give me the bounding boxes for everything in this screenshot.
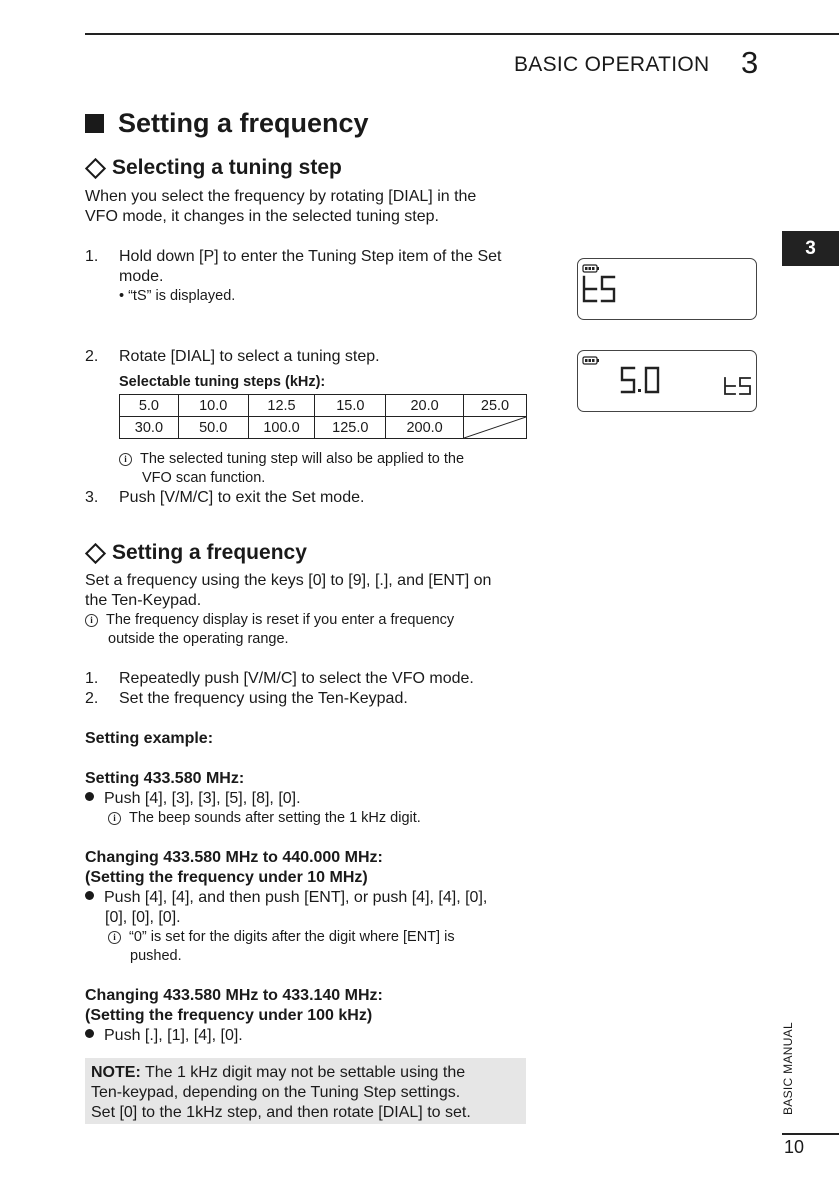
example2-title-line1: Changing 433.580 MHz to 440.000 MHz: xyxy=(85,849,383,866)
table-cell: 20.0 xyxy=(386,395,464,417)
step-number: 1. xyxy=(85,670,99,687)
section-title: BASIC OPERATION xyxy=(514,53,710,76)
tuning-intro-line2: VFO mode, it changes in the selected tuning step. xyxy=(85,208,439,225)
tuning-step-1 xyxy=(85,247,535,287)
freq-note-line1: The frequency display is reset if you enter a frequency xyxy=(106,612,455,628)
empty-cell xyxy=(463,417,526,439)
example1-note xyxy=(108,809,421,828)
table-cell: 12.5 xyxy=(248,395,315,417)
step-text: Repeatedly push [V/M/C] to select the VFO mode. xyxy=(119,670,474,687)
step-number: 1. xyxy=(85,248,99,265)
freq-intro-line2: the Ten-Keypad. xyxy=(85,592,202,609)
table-cell: 50.0 xyxy=(178,417,248,439)
step-number: 2. xyxy=(85,690,99,707)
tuning-step-heading xyxy=(85,156,342,180)
chapter-number: 3 xyxy=(741,45,759,80)
step-text-cont: mode. xyxy=(119,268,164,285)
square-bullet-icon xyxy=(85,114,104,133)
table-cell: 15.0 xyxy=(315,395,386,417)
chapter-tab: 3 xyxy=(782,231,839,266)
step-text: Set the frequency using the Ten-Keypad. xyxy=(119,690,408,707)
example2-bullet xyxy=(85,888,487,908)
manual-label: BASIC MANUAL xyxy=(781,1022,795,1115)
table-row xyxy=(120,395,527,417)
freq-step-2 xyxy=(85,689,535,709)
tuning-note xyxy=(119,450,464,469)
step-text: Hold down [P] to enter the Tuning Step item of the Set xyxy=(119,248,502,265)
table-cell: 125.0 xyxy=(315,417,386,439)
note-box-line1 xyxy=(91,1063,465,1083)
note-box-line2: Ten-keypad, depending on the Tuning Step settings. xyxy=(91,1084,461,1101)
set-frequency-heading-text: Setting a frequency xyxy=(112,541,307,564)
freq-note-line2: outside the operating range. xyxy=(108,631,289,647)
lcd-ts-label-glyphs xyxy=(725,378,750,394)
example1-bullet xyxy=(85,789,301,809)
table-cell: 25.0 xyxy=(463,395,526,417)
note-box-line3: Set [0] to the 1kHz step, and then rotate [DIAL] to set. xyxy=(91,1104,471,1121)
example3-title-line2: (Setting the frequency under 100 kHz) xyxy=(85,1007,373,1024)
tuning-note-line1: The selected tuning step will also be applied to the xyxy=(140,451,465,467)
battery-icon xyxy=(583,265,599,272)
footer-rule xyxy=(782,1133,839,1135)
note-box-line1-text: The 1 kHz digit may not be settable using the xyxy=(140,1064,466,1081)
note-label: NOTE: xyxy=(91,1064,141,1081)
battery-icon xyxy=(583,357,599,364)
step-text: Push [V/M/C] to exit the Set mode. xyxy=(119,489,365,506)
set-frequency-heading xyxy=(85,541,307,565)
info-icon: i xyxy=(119,453,132,466)
diagonal-slash-icon xyxy=(464,417,526,438)
step-number: 3. xyxy=(85,489,99,506)
step-text: Rotate [DIAL] to select a tuning step. xyxy=(119,348,380,365)
bullet-icon xyxy=(85,792,94,801)
diamond-icon xyxy=(85,157,106,178)
tuning-step-heading-text: Selecting a tuning step xyxy=(112,156,342,179)
table-cell: 100.0 xyxy=(248,417,315,439)
example2-bullet-cont: [0], [0], [0]. xyxy=(105,909,181,926)
tuning-step-2 xyxy=(85,347,535,367)
example1-note-text: The beep sounds after setting the 1 kHz digit. xyxy=(129,810,421,826)
bullet-icon xyxy=(85,1029,94,1038)
lcd-segment-graphic xyxy=(578,351,756,411)
bullet-icon xyxy=(85,891,94,900)
step1-subnote: • “tS” is displayed. xyxy=(119,288,236,304)
diamond-icon xyxy=(85,542,106,563)
lcd-segment-graphic xyxy=(578,259,756,319)
table-caption: Selectable tuning steps (kHz): xyxy=(119,374,326,390)
freq-step-1 xyxy=(85,669,535,689)
example2-note xyxy=(108,928,455,947)
tuning-step-3 xyxy=(85,488,535,508)
table-cell: 5.0 xyxy=(120,395,179,417)
example1-title: Setting 433.580 MHz: xyxy=(85,770,245,787)
tuning-note-line2: VFO scan function. xyxy=(142,470,266,486)
freq-intro-line1: Set a frequency using the keys [0] to [9], [.], and [ENT] on xyxy=(85,572,492,589)
lcd-display-ts xyxy=(577,258,757,320)
table-row xyxy=(120,417,527,439)
example3-title-line1: Changing 433.580 MHz to 433.140 MHz: xyxy=(85,987,383,1004)
page-title xyxy=(85,108,369,139)
lcd-frequency-glyphs xyxy=(622,368,658,392)
info-icon: i xyxy=(85,614,98,627)
example1-bullet-text: Push [4], [3], [3], [5], [8], [0]. xyxy=(104,790,301,807)
tuning-steps-table xyxy=(119,394,527,439)
example2-title-line2: (Setting the frequency under 10 MHz) xyxy=(85,869,368,886)
tuning-intro-line1: When you select the frequency by rotating [DIAL] in the xyxy=(85,188,477,205)
page-number: 10 xyxy=(784,1137,805,1157)
lcd-ts-glyphs xyxy=(584,277,614,301)
example2-note-line2: pushed. xyxy=(130,948,182,964)
example-label: Setting example: xyxy=(85,730,214,747)
example3-bullet xyxy=(85,1026,243,1046)
top-rule xyxy=(85,33,839,35)
page-title-text: Setting a frequency xyxy=(118,108,369,138)
example2-bullet-text: Push [4], [4], and then push [ENT], or push [4], [4], [0], xyxy=(104,889,488,906)
lcd-display-step xyxy=(577,350,757,412)
info-icon: i xyxy=(108,931,121,944)
table-cell: 30.0 xyxy=(120,417,179,439)
table-cell: 200.0 xyxy=(386,417,464,439)
example3-bullet-text: Push [.], [1], [4], [0]. xyxy=(104,1027,243,1044)
example2-note-line1: “0” is set for the digits after the digit where [ENT] is xyxy=(129,929,455,945)
table-cell: 10.0 xyxy=(178,395,248,417)
info-icon: i xyxy=(108,812,121,825)
note-box xyxy=(85,1058,526,1124)
freq-note xyxy=(85,611,454,630)
step-number: 2. xyxy=(85,348,99,365)
